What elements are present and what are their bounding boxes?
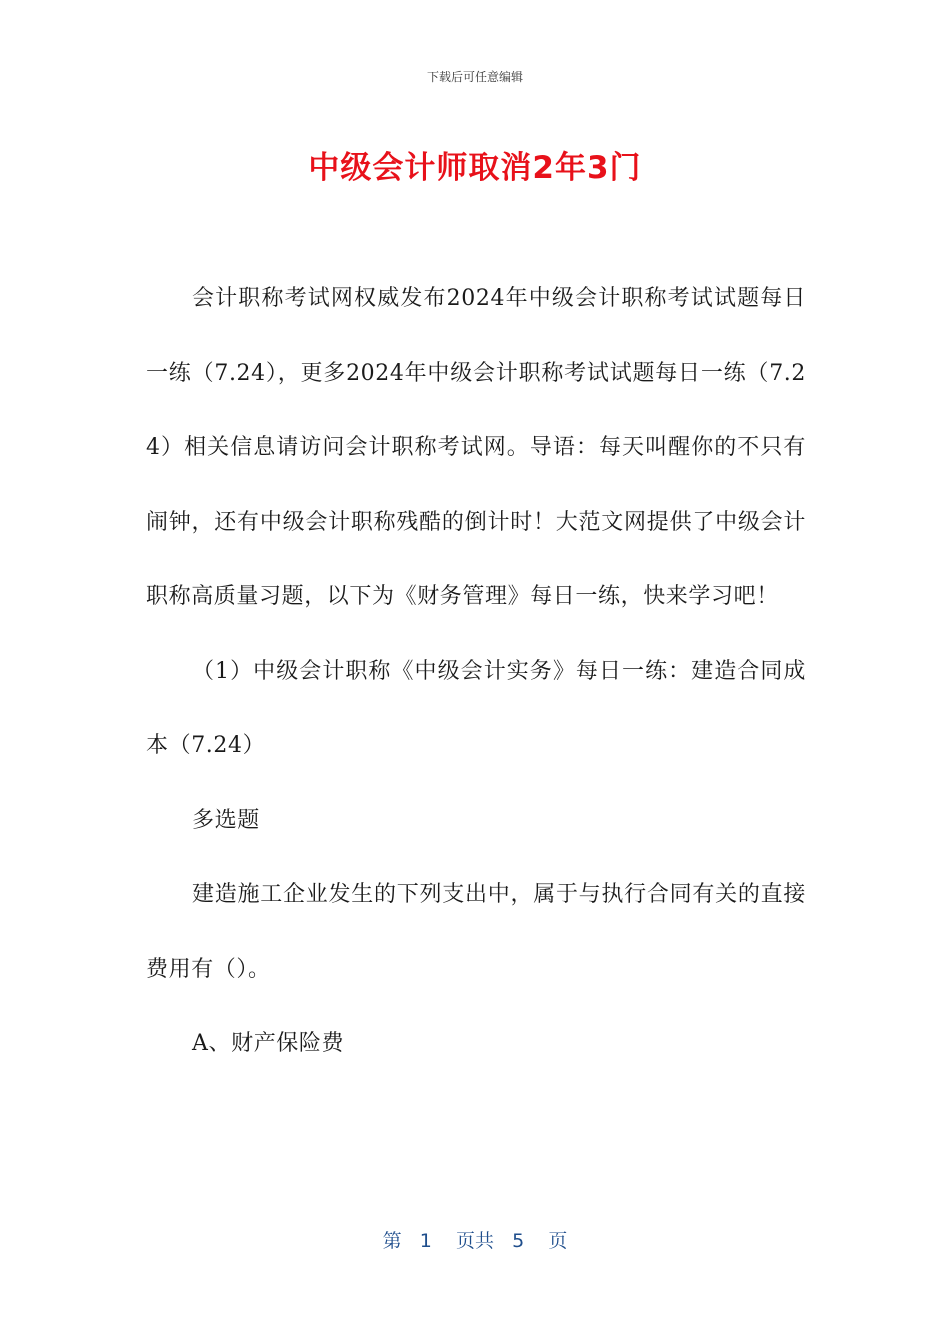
paragraph-exercise-heading: （1）中级会计职称《中级会计实务》每日一练：建造合同成本（7.24）: [146, 658, 806, 758]
paragraph-question: 建造施工企业发生的下列支出中，属于与执行合同有关的直接费用有（）。: [146, 882, 806, 982]
footer-prefix: 第: [382, 1230, 402, 1252]
page-footer: [0, 1226, 950, 1253]
paragraph-question-type: 多选题: [192, 807, 260, 833]
header-note: 下载后可任意编辑: [426, 70, 523, 84]
footer-middle: 页共: [455, 1230, 494, 1252]
footer-total-pages: 5: [512, 1230, 525, 1252]
paragraph-intro: 会计职称考试网权威发布2024年中级会计职称考试试题每日一练（7.24），更多2024年中级会计职称考试试题每日一练（7.24）相关信息请访问会计职称考试网。导语：每天叫醒你的不只有闹钟，还有中级会计职称残酷的倒计时！大范文网提供了中级会计职称高质量习题，以下为《财务管理》每日一练，快来学习吧！: [146, 286, 806, 609]
paragraph-option-a: A、财产保险费: [192, 1031, 345, 1056]
footer-suffix: 页: [548, 1230, 568, 1252]
document-body: [146, 262, 806, 1082]
footer-page-number: 1: [419, 1230, 432, 1252]
document-title: 中级会计师取消2年3门: [308, 150, 642, 186]
